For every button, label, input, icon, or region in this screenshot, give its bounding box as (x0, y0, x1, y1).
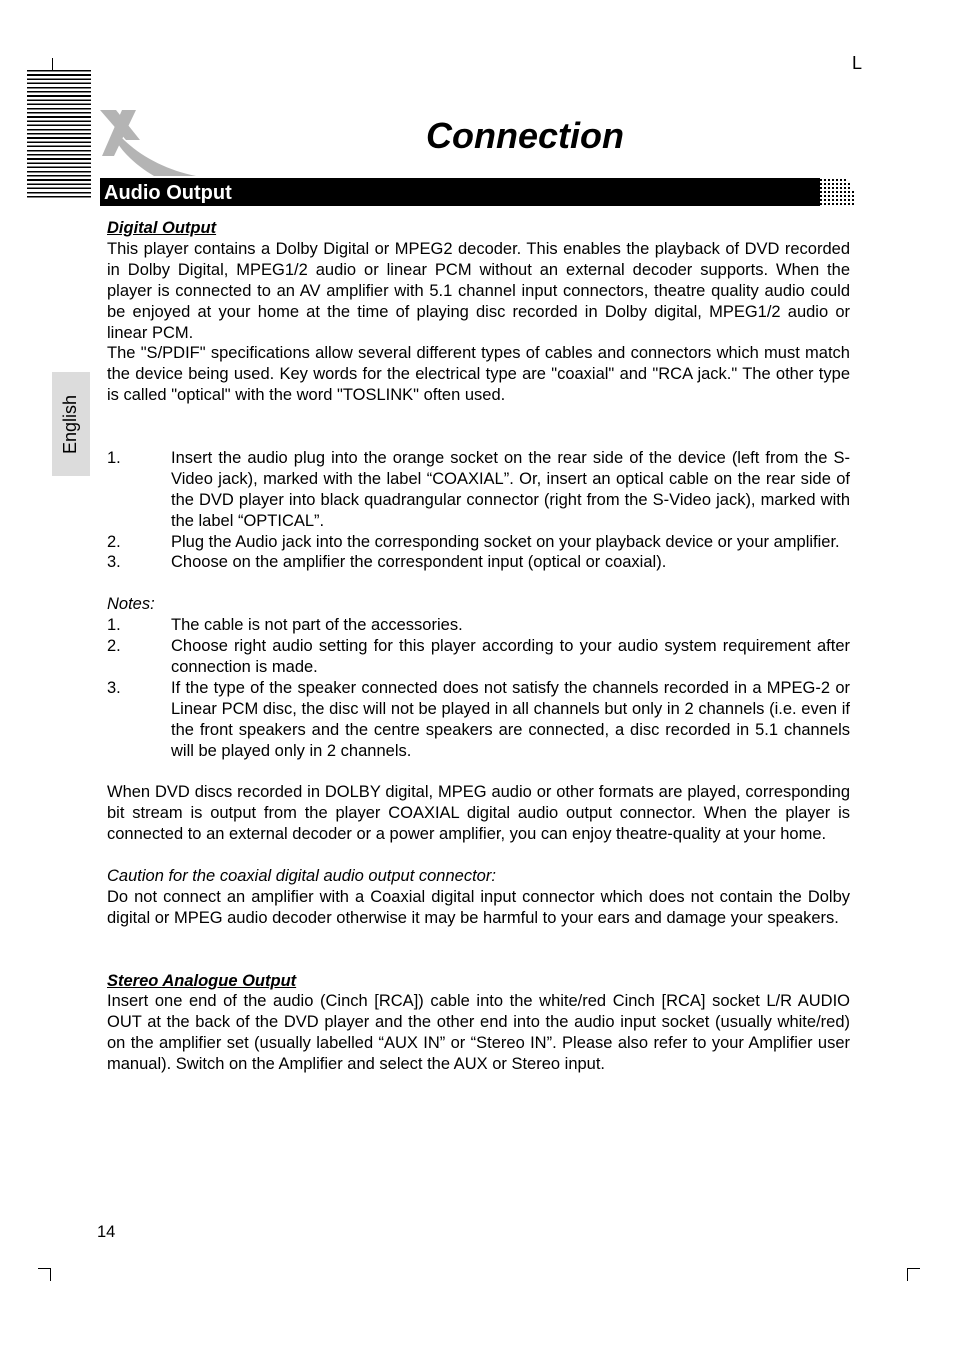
connection-steps-list (107, 448, 850, 573)
list-item (107, 678, 850, 762)
dot-grid-dot (828, 203, 830, 205)
language-tab-label-wrap (52, 372, 90, 476)
dot-grid-dot (840, 203, 842, 205)
list-item (107, 532, 850, 553)
list-item-number: 3. (107, 678, 121, 697)
dot-grid-dot (820, 191, 822, 193)
dot-grid-dot (828, 191, 830, 193)
dot-grid-dot (840, 199, 842, 201)
dot-grid-dot (832, 195, 834, 197)
dot-grid-dot (836, 179, 838, 181)
x-brand-logo-icon (96, 108, 198, 178)
dot-grid-dot (840, 187, 842, 189)
dot-grid-dot (820, 179, 822, 181)
dot-grid-dot (836, 187, 838, 189)
crop-mark-bottom-right (907, 1268, 920, 1281)
list-item (107, 552, 850, 573)
dot-grid-dot (824, 183, 826, 185)
dot-grid-dot (824, 195, 826, 197)
list-item-number: 2. (107, 637, 121, 656)
dot-grid-dot (836, 203, 838, 205)
dot-grid-dot (824, 191, 826, 193)
dot-grid-dot (836, 191, 838, 193)
list-item-number: 2. (107, 532, 121, 551)
dot-grid-dot (828, 179, 830, 181)
dot-grid-dot (828, 183, 830, 185)
dot-grid-dot (820, 203, 822, 205)
dot-grid-dot (844, 199, 846, 201)
dot-grid-dot (832, 183, 834, 185)
dot-grid-dot (820, 187, 822, 189)
page-number: 14 (97, 1223, 116, 1241)
list-item-number: 1. (107, 448, 121, 467)
list-item-text: Insert the audio plug into the orange socket on the rear side of the device (left from the S-Video jack), marked with the label “COAXIAL”. Or, insert an optical cable on the rear side of the DVD player into black quadrangular connector (right from the S-Video jack), marked with the label “OPTICAL”. (171, 448, 850, 530)
dot-grid-dot (848, 191, 850, 193)
list-item (107, 448, 850, 532)
dot-grid-dot (848, 199, 850, 201)
dot-grid-dot (844, 187, 846, 189)
page-title: Connection (426, 115, 624, 156)
list-item-text: Choose right audio setting for this player according to your audio system requirement after connection is made. (171, 637, 850, 676)
digital-output-intro-2: The "S/PDIF" specifications allow several different types of cables and connectors which must match the device being used. Key words for the electrical type are "coaxial" and "RCA jack." The other type is called "optical" with the word "TOSLINK" often used. (107, 344, 850, 405)
dot-grid-dot (832, 203, 834, 205)
dot-grid-dot (840, 179, 842, 181)
dot-grid-dot (824, 203, 826, 205)
dot-grid-dot (844, 179, 846, 181)
digital-output-heading: Digital Output (107, 219, 217, 237)
dot-grid-dot (840, 195, 842, 197)
dot-grid-dot (852, 191, 854, 193)
dot-grid-dot (824, 179, 826, 181)
language-tab-label: English (60, 394, 81, 454)
notes-label: Notes: (107, 595, 155, 614)
dot-grid-dot (840, 183, 842, 185)
dot-grid-dot (832, 187, 834, 189)
dot-grid-dot (836, 195, 838, 197)
list-item-text: Choose on the amplifier the correspondent input (optical or coaxial). (171, 553, 667, 572)
list-item-text: The cable is not part of the accessories. (171, 616, 463, 635)
dot-grid-dot (852, 203, 854, 205)
list-item-number: 3. (107, 553, 121, 572)
crop-mark-letter: L (852, 53, 863, 73)
bitstream-paragraph: When DVD discs recorded in DOLBY digital, MPEG audio or other formats are played, corresponding bit stream is output from the player COAXIAL digital audio output connector. When the player is connected to an external decoder or a power amplifier, you can enjoy theatre-quality at your home. (107, 783, 850, 844)
dot-grid-dot (836, 183, 838, 185)
dot-grid-dot (836, 199, 838, 201)
stereo-output-heading: Stereo Analogue Output (107, 971, 297, 990)
dot-grid-dot (844, 191, 846, 193)
dot-grid-dot (840, 191, 842, 193)
dot-grid-dot (832, 179, 834, 181)
list-item (107, 636, 850, 678)
dot-grid-dot (824, 187, 826, 189)
crop-mark-bottom-left (38, 1268, 51, 1281)
dot-grid-icon (818, 178, 856, 206)
list-item-text: Plug the Audio jack into the corresponding socket on your playback device or your amplifier. (171, 532, 840, 551)
dot-grid-dot (852, 195, 854, 197)
dot-grid-dot (844, 203, 846, 205)
dot-grid-dot (820, 195, 822, 197)
list-item (107, 615, 850, 636)
dot-grid-dot (832, 191, 834, 193)
list-item-number: 1. (107, 616, 121, 635)
dot-grid-dot (844, 183, 846, 185)
dot-grid-dot (828, 187, 830, 189)
dot-grid-dot (828, 199, 830, 201)
dot-grid-dot (824, 199, 826, 201)
dot-grid-dot (832, 199, 834, 201)
caution-label: Caution for the coaxial digital audio output connector: (107, 867, 496, 886)
dot-grid-dot (848, 187, 850, 189)
notes-list (107, 615, 850, 761)
stereo-output-paragraph: Insert one end of the audio (Cinch [RCA]) cable into the white/red Cinch [RCA] socket L/R AUDIO OUT at the back of the DVD player and the other end into the audio input socket (usually white/red) on the amplifier set (usually labelled “AUX IN” or “Stereo IN”. Please also refer to your Amplifier user manual). Switch on the Amplifier and select the AUX or Stereo input. (107, 992, 850, 1074)
digital-output-intro-1: This player contains a Dolby Digital or MPEG2 decoder. This enables the playback of DVD recorded in Dolby Digital, MPEG1/2 audio or linear PCM without an external decoder supports. When the player is connected to an AV amplifier with 5.1 channel input connectors, theatre quality audio could be enjoyed at your home at the time of playing disc recorded in Dolby digital, MPEG1/2 audio or linear PCM. (107, 239, 850, 342)
dot-grid-dot (820, 199, 822, 201)
header-stripes (27, 70, 91, 200)
main-content (107, 218, 850, 1075)
caution-paragraph: Do not connect an amplifier with a Coaxial digital input connector which does not contain the Dolby digital or MPEG audio decoder otherwise it may be harmful to your ears and damage your speakers. (107, 887, 850, 927)
section-title: Audio Output (104, 182, 232, 204)
dot-grid-dot (848, 203, 850, 205)
dot-grid-dot (848, 195, 850, 197)
dot-grid-dot (844, 195, 846, 197)
dot-grid-dot (848, 183, 850, 185)
dot-grid-dot (852, 199, 854, 201)
dot-grid-dot (828, 195, 830, 197)
list-item-text: If the type of the speaker connected does not satisfy the channels recorded in a MPEG-2 or Linear PCM disc, the disc will not be played in all channels but only in 2 channels (i.e. even if the front speakers and the centre speakers are connected, a disc recorded in 5.1 channels will be played only in 2 channels. (171, 678, 850, 760)
dot-grid-dot (820, 183, 822, 185)
